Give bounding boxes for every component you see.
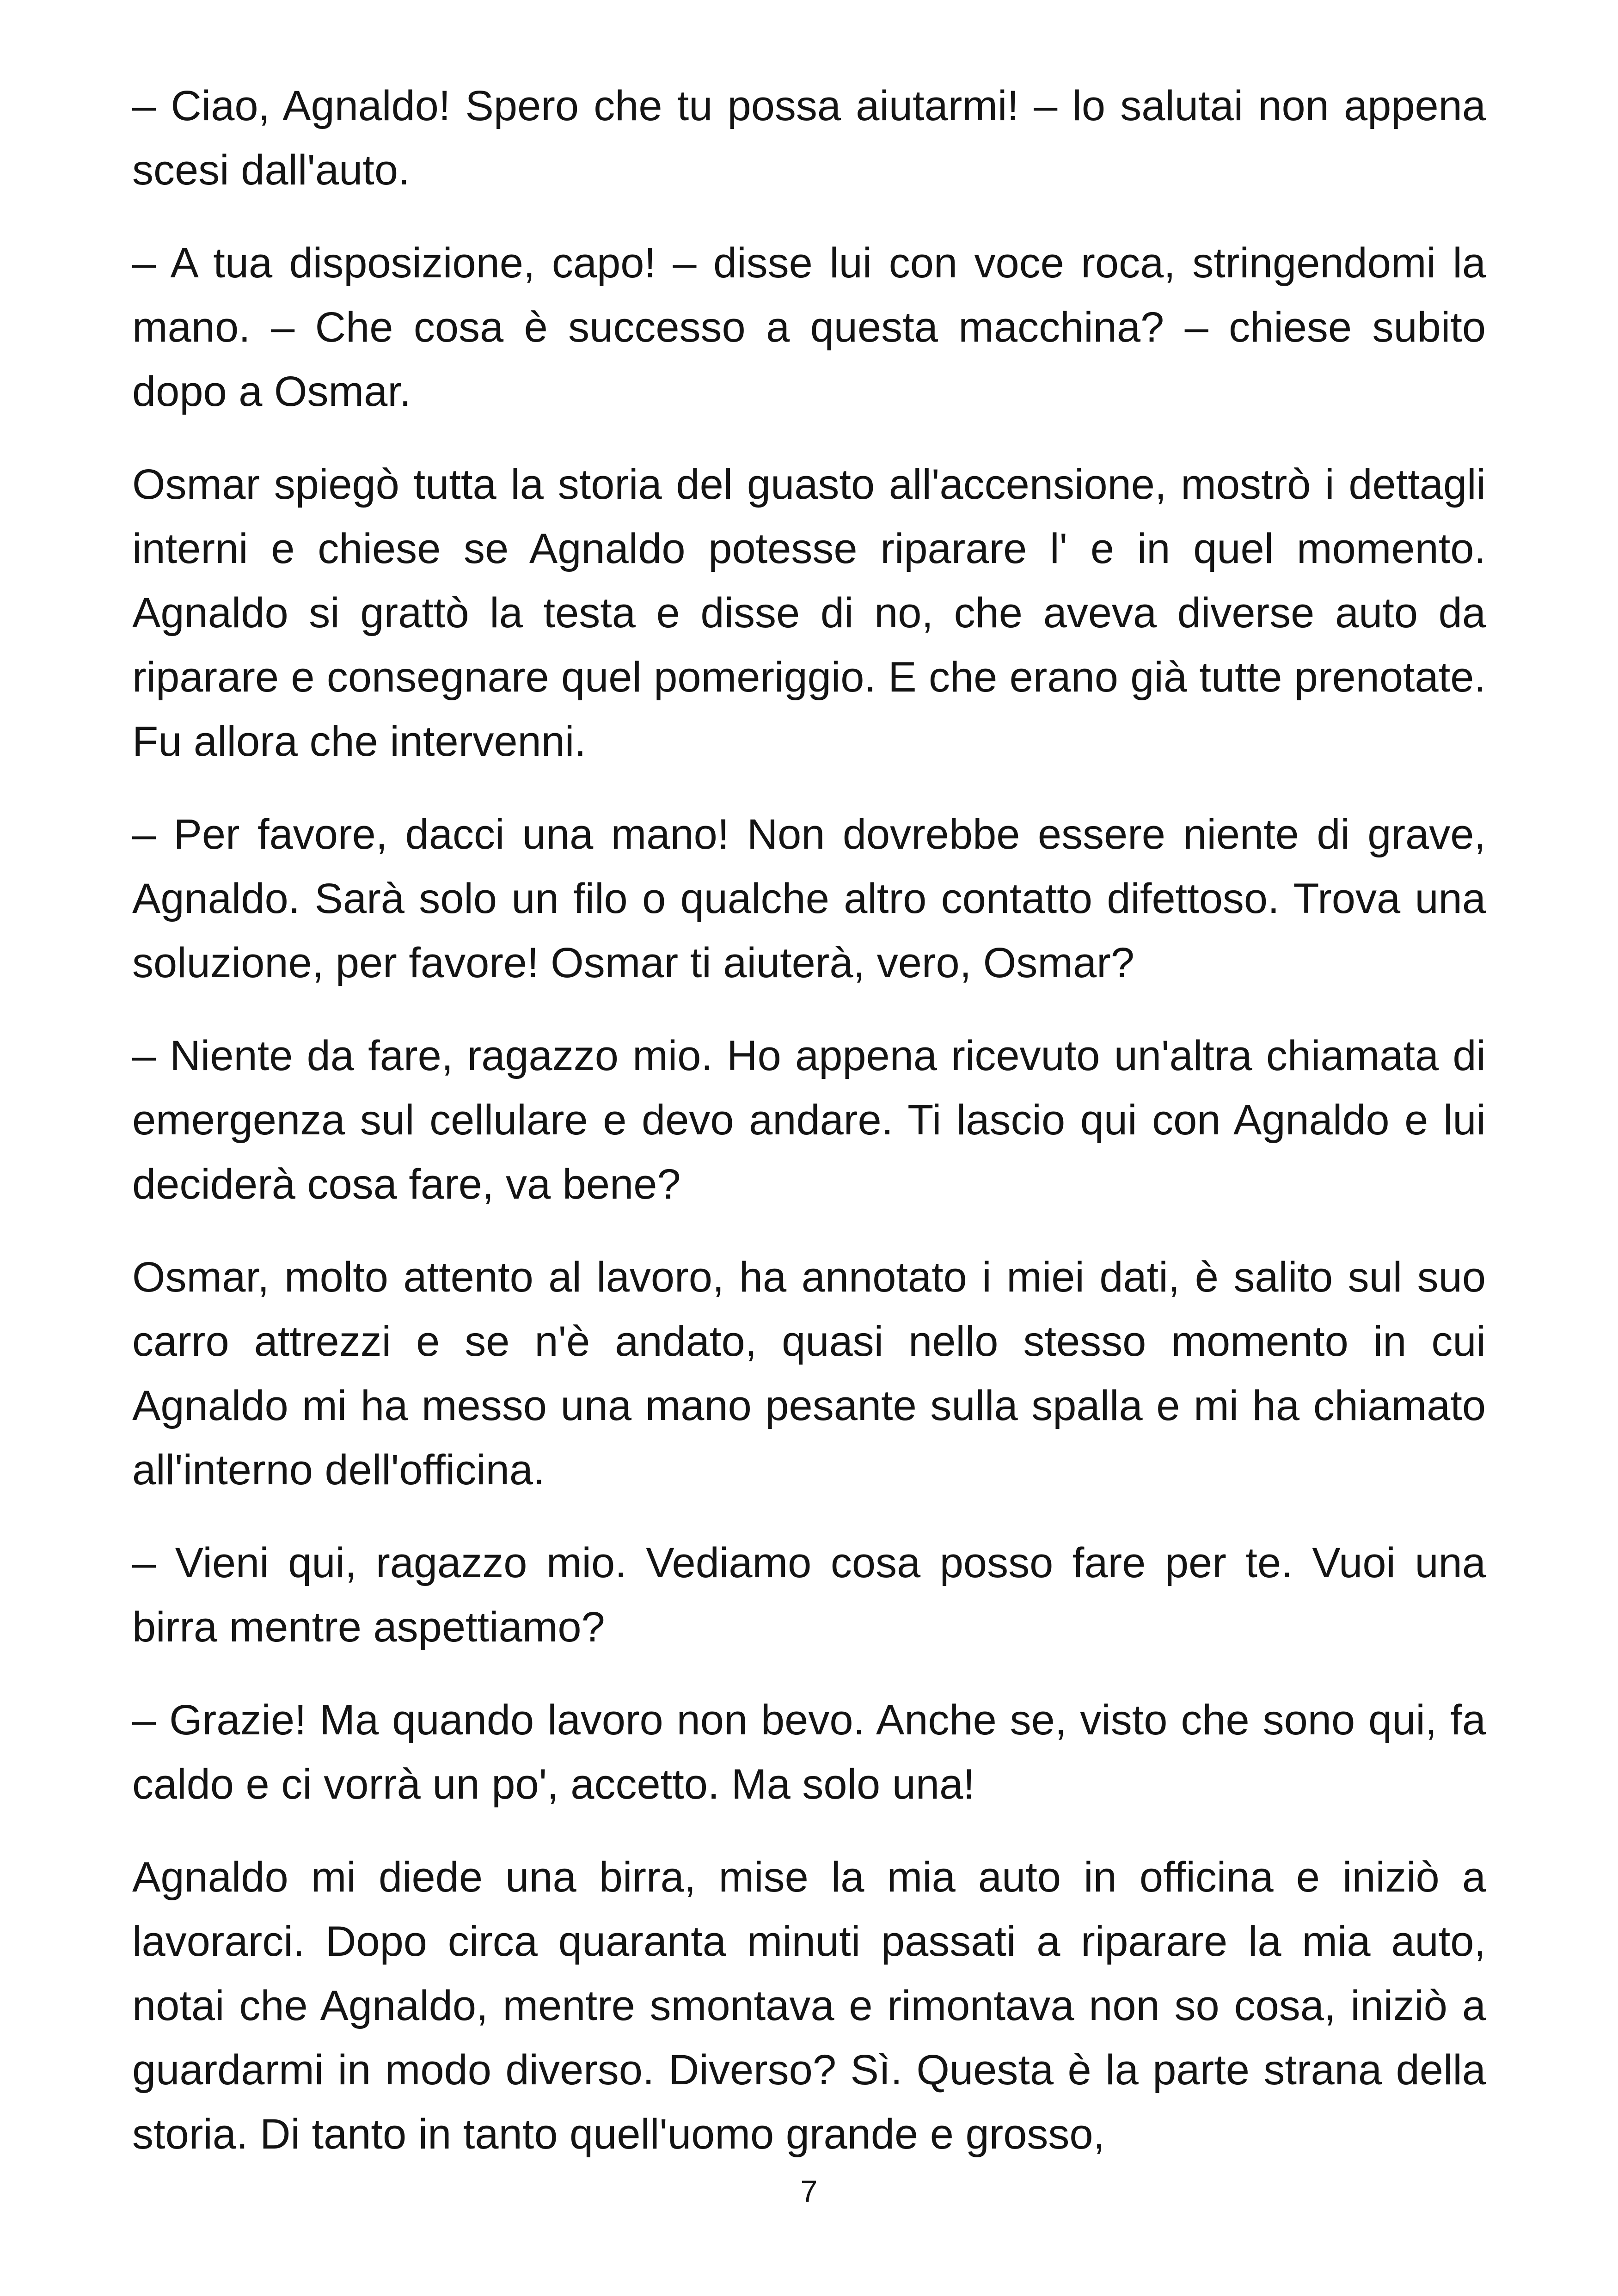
paragraph: – Niente da fare, ragazzo mio. Ho appena ricevuto un'altra chiamata di emergenza sul cellulare e devo andare. Ti lascio qui con Agnaldo e lui deciderà cosa fare, va bene? [132,1032,1486,1208]
paragraph: – Grazie! Ma quando lavoro non bevo. Anche se, visto che sono qui, fa caldo e ci vorrà un po', accetto. Ma solo una! [132,1696,1486,1808]
page-number: 7 [800,2174,818,2208]
paragraph: Osmar spiegò tutta la storia del guasto all'accensione, mostrò i dettagli interni e chiese se Agnaldo potesse riparare l' e in quel momento. Agnaldo si grattò la testa e disse di no, che aveva diverse auto da riparare e consegnare quel pomeriggio. E che erano già tutte prenotate. Fu allora che intervenni. [132,461,1486,765]
paragraph: – Vieni qui, ragazzo mio. Vediamo cosa posso fare per te. Vuoi una birra mentre aspettiamo? [132,1539,1486,1651]
paragraph: Osmar, molto attento al lavoro, ha annotato i miei dati, è salito sul suo carro attrezzi e se n'è andato, quasi nello stesso momento in cui Agnaldo mi ha messo una mano pesante sulla spalla e mi ha chiamato all'interno dell'officina. [132,1254,1486,1494]
page-text-body [132,74,1486,2195]
paragraph: – Ciao, Agnaldo! Spero che tu possa aiutarmi! – lo salutai non appena scesi dall'auto. [132,82,1486,194]
paragraph: – Per favore, dacci una mano! Non dovrebbe essere niente di grave, Agnaldo. Sarà solo un filo o qualche altro contatto difettoso. Trova una soluzione, per favore! Osmar ti aiuterà, vero, Osmar? [132,811,1486,986]
paragraph: – A tua disposizione, capo! – disse lui con voce roca, stringendomi la mano. – Che cosa è successo a questa macchina? – chiese subito dopo a Osmar. [132,239,1486,415]
paragraph: Agnaldo mi diede una birra, mise la mia auto in officina e iniziò a lavorarci. Dopo circa quaranta minuti passati a riparare la mia auto, notai che Agnaldo, mentre smontava e rimontava non so cosa, iniziò a guardarmi in modo diverso. Diverso? Sì. Questa è la parte strana della storia. Di tanto in tanto quell'uomo grande e grosso, [132,1854,1486,2158]
